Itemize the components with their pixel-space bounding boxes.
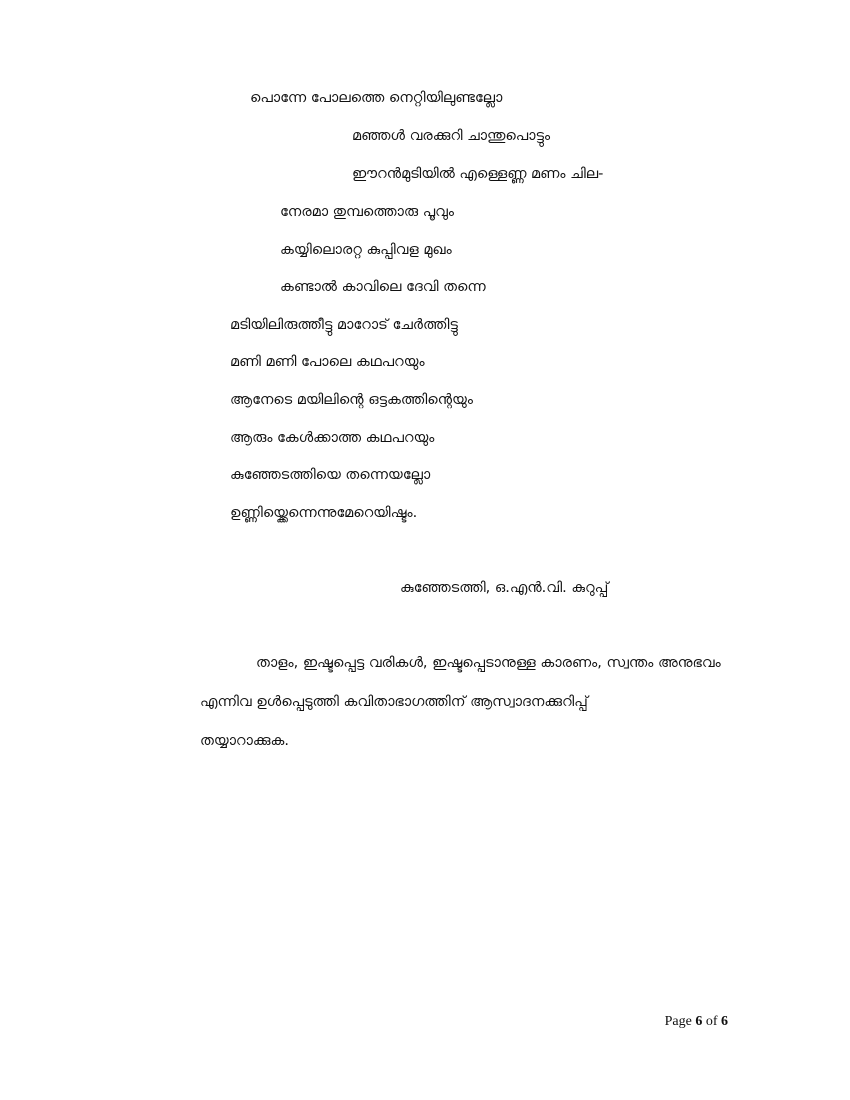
poem-line: നേരമാ തുമ്പത്തൊരു പൂവും bbox=[280, 204, 454, 220]
total-page-number: 6 bbox=[721, 1014, 728, 1029]
current-page-number: 6 bbox=[695, 1014, 703, 1029]
poem-line: പൊന്നേ പോലത്തെ നെറ്റിയിലുണ്ടല്ലോ bbox=[250, 90, 503, 106]
page-label: Page bbox=[664, 1014, 696, 1029]
poem-attribution: കുഞ്ഞേടത്തി, ഒ.എൻ.വി. കുറുപ്പ് bbox=[400, 580, 609, 596]
poem-line: ഈറൻമുടിയിൽ എള്ളെണ്ണ മണം ചില- bbox=[352, 166, 604, 182]
poem-line: ഉണ്ണിയ്ക്കെന്നെന്നുമേറെയിഷ്ടം. bbox=[230, 505, 418, 521]
poem-line: മണി മണി പോലെ കഥപറയും bbox=[230, 354, 425, 370]
poem-line: മടിയിലിരുത്തീട്ടു മാറോട് ചേർത്തിട്ടു bbox=[230, 317, 458, 333]
poem-line: കുഞ്ഞേടത്തിയെ തന്നെയല്ലോ bbox=[230, 467, 431, 483]
page-number-footer bbox=[665, 1013, 728, 1031]
poem-line: ആരും കേൾക്കാത്ത കഥപറയും bbox=[230, 430, 435, 446]
poem-line: മഞ്ഞൾ വരക്കുറി ചാന്തുപൊട്ടും bbox=[352, 128, 551, 144]
page-of-label: of bbox=[702, 1014, 721, 1029]
instruction-line: എന്നിവ ഉൾപ്പെടുത്തി കവിതാഭാഗത്തിന് ആസ്വാദനക്കുറിപ്പ് bbox=[200, 694, 588, 710]
poem-line: ആനേടെ മയിലിന്റെ ഒട്ടകത്തിന്റെയും bbox=[230, 392, 473, 408]
poem-line: കയ്യിലൊരറ്റ കുപ്പിവള മുഖം bbox=[280, 242, 452, 258]
instruction-line: തയ്യാറാക്കുക. bbox=[200, 733, 289, 749]
instruction-line: താളം, ഇഷ്ടപ്പെട്ട വരികൾ, ഇഷ്ടപ്പെടാനുള്ള കാരണം, സ്വന്തം അനുഭവം bbox=[256, 655, 721, 671]
poem-line: കണ്ടാൽ കാവിലെ ദേവി തന്നെ bbox=[280, 279, 486, 295]
